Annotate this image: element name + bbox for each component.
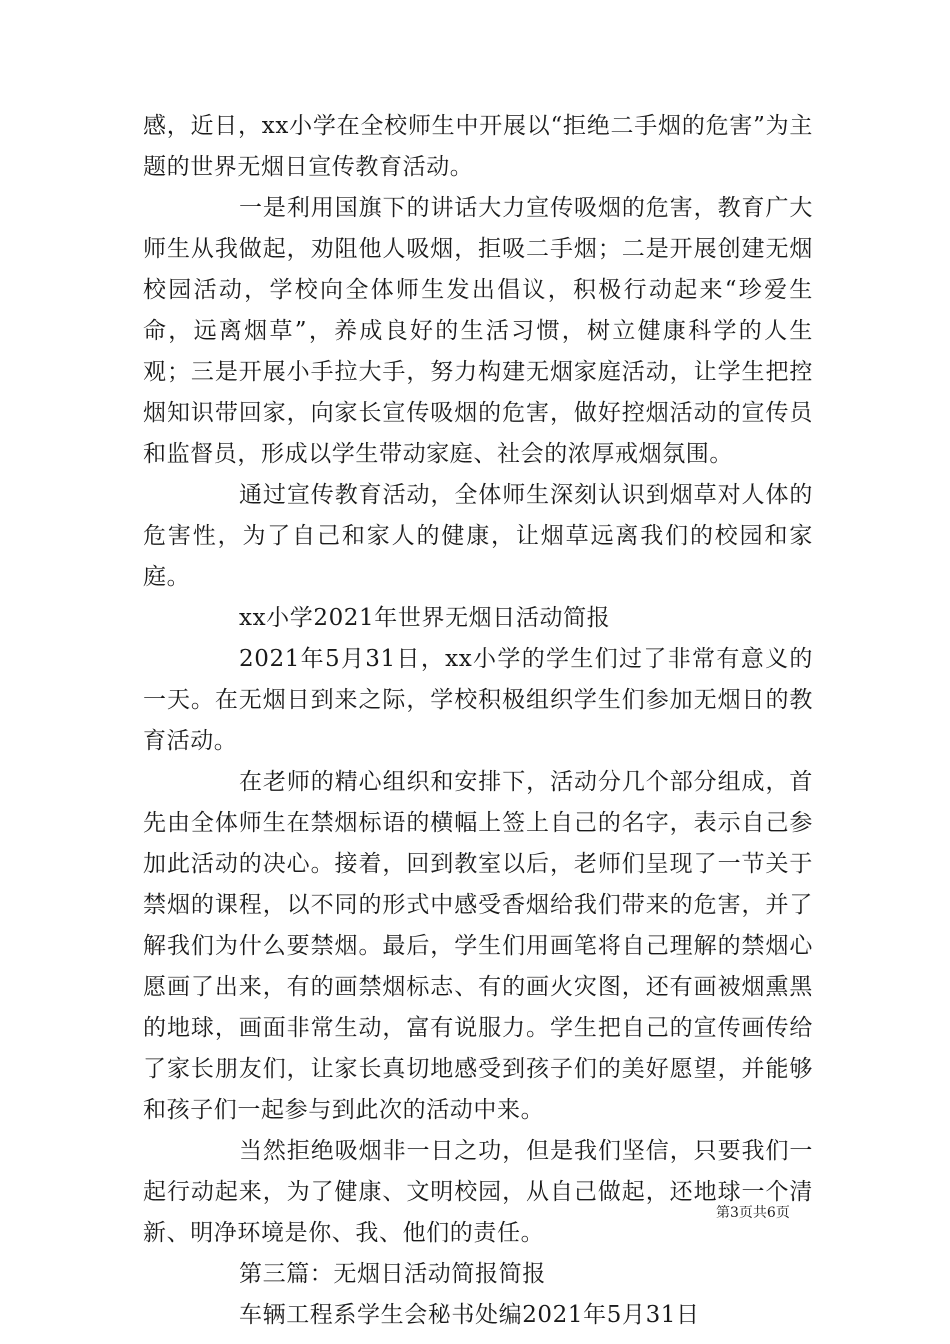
editor-line: 车辆工程系学生会秘书处编2021年5月31日	[239, 1302, 700, 1328]
paragraph-1: 感，近日，xx小学在全校师生中开展以“拒绝二手烟的危害”为主题的世界无烟日宣传教育活动。	[143, 113, 813, 180]
paragraph-6: 当然拒绝吸烟非一日之功，但是我们坚信，只要我们一起行动起来，为了健康、文明校园，从自己做起，还地球一个清新、明净环境是你、我、他们的责任。	[143, 1138, 813, 1246]
section-heading-part-three: 第三篇：无烟日活动简报简报	[239, 1261, 546, 1287]
paragraph-4: 2021年5月31日，xx小学的学生们过了非常有意义的一天。在无烟日到来之际，学校积极组织学生们参加无烟日的教育活动。	[143, 646, 813, 754]
page-number: 第3页共6页	[716, 1205, 790, 1221]
document-body	[143, 106, 813, 1336]
paragraph-3: 通过宣传教育活动，全体师生深刻认识到烟草对人体的危害性，为了自己和家人的健康，让烟草远离我们的校园和家庭。	[143, 482, 813, 590]
paragraph-2: 一是利用国旗下的讲话大力宣传吸烟的危害，教育广大师生从我做起，劝阻他人吸烟，拒吸二手烟；二是开展创建无烟校园活动，学校向全体师生发出倡议，积极行动起来“珍爱生命，远离烟草”，养成良好的生活习惯，树立健康科学的人生观；三是开展小手拉大手，努力构建无烟家庭活动，让学生把控烟知识带回家，向家长宣传吸烟的危害，做好控烟活动的宣传员和监督员，形成以学生带动家庭、社会的浓厚戒烟氛围。	[143, 195, 813, 467]
paragraph-5: 在老师的精心组织和安排下，活动分几个部分组成，首先由全体师生在禁烟标语的横幅上签上自己的名字，表示自己参加此活动的决心。接着，回到教室以后，老师们呈现了一节关于禁烟的课程，以不同的形式中感受香烟给我们带来的危害，并了解我们为什么要禁烟。最后，学生们用画笔将自己理解的禁烟心愿画了出来，有的画禁烟标志、有的画火灾图，还有画被烟熏黑的地球，画面非常生动，富有说服力。学生把自己的宣传画传给了家长朋友们，让家长真切地感受到孩子们的美好愿望，并能够和孩子们一起参与到此次的活动中来。	[143, 769, 813, 1123]
section-heading-brief: xx小学2021年世界无烟日活动简报	[239, 605, 611, 631]
